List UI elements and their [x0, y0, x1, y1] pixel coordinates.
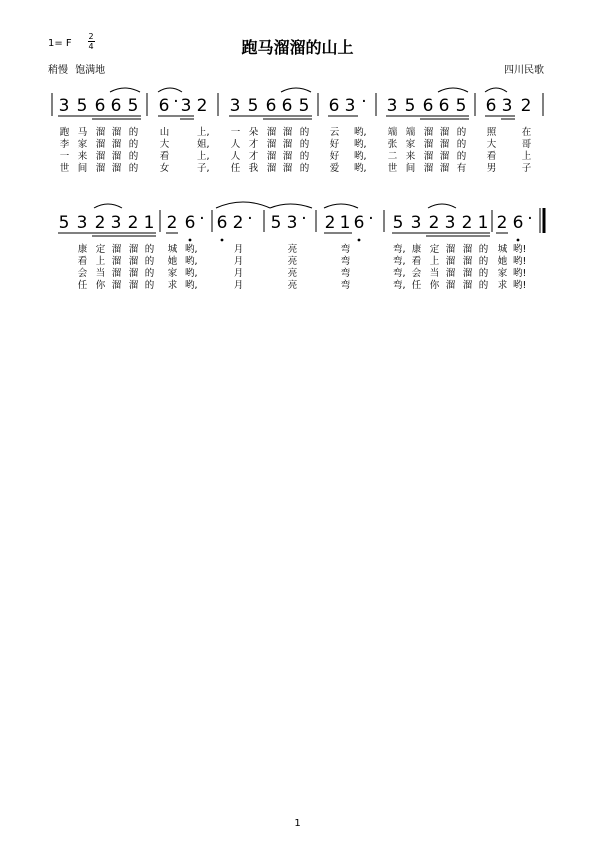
song-title: 跑马溜溜的山上 [241, 38, 354, 57]
lyric-syllable: 溜 [128, 268, 139, 279]
lyric-syllable: 姐, [197, 139, 210, 150]
lyric-syllable: 看 [411, 256, 422, 267]
lyric-syllable: 二 [387, 151, 398, 162]
lyric-syllable: 的 [478, 256, 489, 267]
lyric-syllable: 的 [456, 127, 467, 138]
lyric-syllable: 弯 [340, 244, 351, 255]
lyric-syllable: 溜 [95, 151, 106, 162]
lyric-syllable: 一 [59, 151, 70, 162]
lyric-syllable: 溜 [266, 127, 277, 138]
note: 1 [143, 213, 155, 233]
note: 5 [247, 96, 259, 116]
lyric-line [0, 277, 595, 289]
lyric-syllable: 溜 [439, 139, 450, 150]
lyric-syllable: 来 [77, 151, 88, 162]
lyric-syllable: 你 [95, 280, 106, 291]
slur [216, 202, 270, 208]
lyric-syllable: 当 [95, 268, 106, 279]
lyric-syllable: 家 [497, 268, 508, 279]
note: 6 [353, 213, 365, 233]
lyric-syllable: 溜 [282, 163, 293, 174]
lyric-syllable: 弯, [393, 256, 406, 267]
lyric-syllable: 溜 [266, 163, 277, 174]
note: 2 [196, 96, 208, 116]
note: 3 [344, 96, 356, 116]
lyric-syllable: 上 [429, 256, 440, 267]
lyric-syllable: 城 [497, 244, 508, 255]
lyric-syllable: 家 [77, 139, 88, 150]
note: 2 [127, 213, 139, 233]
lyric-syllable: 弯, [393, 268, 406, 279]
lyric-syllable: 端 [387, 127, 398, 138]
lyric-syllable: 男 [486, 163, 497, 174]
lyric-syllable: 好 [329, 151, 340, 162]
lyric-syllable: 溜 [95, 163, 106, 174]
lyric-syllable: 溜 [423, 127, 434, 138]
time-signature-top: 2 [88, 32, 94, 41]
note: 6 [110, 96, 122, 116]
lyric-syllable: 的 [478, 268, 489, 279]
time-signature-bottom: 4 [88, 42, 94, 51]
tempo-text: 稍慢 [48, 65, 68, 76]
lyric-syllable: 跑 [59, 127, 70, 138]
lyric-syllable: 城 [167, 244, 178, 255]
note: 3 [58, 96, 70, 116]
lyric-syllable: 溜 [111, 256, 122, 267]
note: 5 [58, 213, 70, 233]
lyric-syllable: 溜 [282, 151, 293, 162]
lyric-syllable: 溜 [128, 280, 139, 291]
lyric-syllable: 溜 [111, 268, 122, 279]
lyric-syllable: 的 [128, 151, 139, 162]
note: 3 [444, 213, 456, 233]
lyric-syllable: 一 [230, 127, 241, 138]
lyric-syllable: 溜 [128, 256, 139, 267]
slur [428, 204, 456, 208]
lyric-syllable: 哟, [354, 151, 367, 162]
lyric-syllable: 溜 [282, 139, 293, 150]
note: 6 [216, 213, 228, 233]
lyric-syllable: 家 [167, 268, 178, 279]
lyric-syllable: 大 [159, 139, 170, 150]
note: 2 [232, 213, 244, 233]
lyric-syllable: 溜 [439, 127, 450, 138]
lyric-syllable: 康 [411, 244, 422, 255]
note: 2 [166, 213, 178, 233]
note: 2 [94, 213, 106, 233]
note: 2 [520, 96, 532, 116]
lyric-syllable: 才 [248, 139, 259, 150]
lyric-syllable: 当 [429, 268, 440, 279]
lyric-syllable: 溜 [111, 244, 122, 255]
note: 1 [339, 213, 351, 233]
lyric-syllable: 溜 [423, 151, 434, 162]
lyric-syllable: 溜 [445, 244, 456, 255]
lyric-syllable: 弯, [393, 280, 406, 291]
lyric-syllable: 大 [486, 139, 497, 150]
lyric-syllable: 她 [167, 256, 178, 267]
lyric-syllable: 弯 [340, 268, 351, 279]
note: 6 [184, 213, 196, 233]
lyric-syllable: 的 [456, 139, 467, 150]
lyric-syllable: 哟, [185, 268, 198, 279]
note: 2 [428, 213, 440, 233]
lyric-syllable: 求 [167, 280, 178, 291]
note: 3 [410, 213, 422, 233]
lyric-syllable: 月 [233, 256, 244, 267]
lyric-syllable: 的 [299, 139, 310, 150]
lyric-syllable: 溜 [423, 163, 434, 174]
lyric-syllable: 看 [159, 151, 170, 162]
lyric-syllable: 溜 [462, 244, 473, 255]
lyric-syllable: 人 [230, 151, 241, 162]
lyric-syllable: 任 [411, 280, 422, 291]
lyric-syllable: 的 [128, 127, 139, 138]
note: 2 [496, 213, 508, 233]
note: 5 [392, 213, 404, 233]
lyric-syllable: 我 [248, 163, 259, 174]
note: 5 [404, 96, 416, 116]
lyric-syllable: 在 [521, 127, 532, 138]
lyric-syllable: 有 [456, 163, 467, 174]
lyric-syllable: 月 [233, 268, 244, 279]
key-signature: 1= F [48, 38, 72, 49]
lyric-syllable: 的 [456, 151, 467, 162]
lyric-syllable: 会 [77, 268, 88, 279]
lyric-syllable: 哟! [513, 280, 527, 291]
lyric-syllable: 上 [521, 151, 532, 162]
lyric-syllable: 上, [197, 151, 210, 162]
note: 3 [386, 96, 398, 116]
note: 6 [512, 213, 524, 233]
lyric-syllable: 马 [77, 127, 88, 138]
lyric-syllable: 爱 [329, 163, 340, 174]
lyric-syllable: 定 [95, 244, 106, 255]
note: 3 [76, 213, 88, 233]
lyric-syllable: 朵 [248, 127, 259, 138]
note: 6 [328, 96, 340, 116]
lyric-syllable: 溜 [266, 139, 277, 150]
lyric-syllable: 弯, [393, 244, 406, 255]
augmentation-dot: · [247, 209, 253, 229]
lyric-syllable: 溜 [111, 139, 122, 150]
lyric-syllable: 哟, [354, 127, 367, 138]
lyric-syllable: 溜 [266, 151, 277, 162]
lyric-syllable: 看 [486, 151, 497, 162]
lyric-syllable: 哟, [354, 139, 367, 150]
note: 2 [461, 213, 473, 233]
lyric-syllable: 溜 [445, 268, 456, 279]
lyric-syllable: 溜 [439, 163, 450, 174]
note: 3 [110, 213, 122, 233]
note: 6 [485, 96, 497, 116]
note: 3 [501, 96, 513, 116]
lyric-syllable: 哟! [513, 268, 527, 279]
augmentation-dot: · [527, 209, 533, 229]
lyric-syllable: 定 [429, 244, 440, 255]
lyric-syllable: 的 [299, 127, 310, 138]
lyric-syllable: 照 [486, 127, 497, 138]
augmentation-dot: · [199, 209, 205, 229]
note: 5 [270, 213, 282, 233]
lyric-syllable: 的 [144, 244, 155, 255]
lyric-syllable: 弯 [340, 280, 351, 291]
lyric-syllable: 任 [77, 280, 88, 291]
lyric-syllable: 亮 [287, 244, 298, 255]
lyric-syllable: 人 [230, 139, 241, 150]
lyric-syllable: 哟, [354, 163, 367, 174]
lyric-syllable: 亮 [287, 280, 298, 291]
lyric-syllable: 的 [478, 280, 489, 291]
slur [324, 204, 358, 208]
lyric-syllable: 哟, [185, 256, 198, 267]
note: 6 [281, 96, 293, 116]
song-origin: 四川民歌 [504, 65, 544, 76]
lyric-line [0, 253, 595, 265]
lyric-syllable: 看 [77, 256, 88, 267]
lyric-syllable: 的 [128, 139, 139, 150]
lyric-syllable: 任 [230, 163, 241, 174]
note: 5 [76, 96, 88, 116]
lyric-syllable: 溜 [445, 256, 456, 267]
lyric-syllable: 月 [233, 244, 244, 255]
lyric-syllable: 的 [299, 151, 310, 162]
lyric-syllable: 世 [387, 163, 398, 174]
lyric-syllable: 溜 [282, 127, 293, 138]
lyric-syllable: 李 [59, 139, 70, 150]
note: 6 [94, 96, 106, 116]
lyric-syllable: 溜 [462, 268, 473, 279]
lyric-syllable: 月 [233, 280, 244, 291]
lyric-syllable: 的 [128, 163, 139, 174]
note: 3 [180, 96, 192, 116]
lyric-syllable: 上, [197, 127, 210, 138]
slur [270, 204, 312, 208]
lyric-syllable: 端 [405, 127, 416, 138]
lyric-syllable: 弯 [340, 256, 351, 267]
note: 6 [158, 96, 170, 116]
lyric-syllable: 间 [405, 163, 416, 174]
lyric-syllable: 来 [405, 151, 416, 162]
expression-text: 饱满地 [75, 65, 106, 76]
lyric-syllable: 溜 [111, 127, 122, 138]
lyric-syllable: 亮 [287, 256, 298, 267]
lyric-syllable: 她 [497, 256, 508, 267]
lyric-syllable: 溜 [462, 280, 473, 291]
note: 3 [286, 213, 298, 233]
lyric-syllable: 溜 [128, 244, 139, 255]
lyric-syllable: 好 [329, 139, 340, 150]
lyric-syllable: 哟! [513, 256, 527, 267]
note: 5 [298, 96, 310, 116]
augmentation-dot: · [301, 209, 307, 229]
note: 3 [229, 96, 241, 116]
page-number: 1 [294, 818, 301, 829]
lyric-syllable: 溜 [423, 139, 434, 150]
lyric-syllable: 家 [405, 139, 416, 150]
lyric-syllable: 才 [248, 151, 259, 162]
lyric-syllable: 求 [497, 280, 508, 291]
lyric-line [0, 265, 595, 277]
lyric-syllable: 子, [197, 163, 210, 174]
note: 6 [265, 96, 277, 116]
lyric-syllable: 康 [77, 244, 88, 255]
lyric-syllable: 亮 [287, 268, 298, 279]
lyric-syllable: 的 [144, 256, 155, 267]
note: 2 [324, 213, 336, 233]
lyric-syllable: 哟, [185, 244, 198, 255]
lyric-syllable: 溜 [95, 127, 106, 138]
augmentation-dot: · [368, 209, 374, 229]
slur [94, 204, 122, 208]
lyric-syllable: 的 [478, 244, 489, 255]
lyric-syllable: 云 [329, 127, 340, 138]
lyric-syllable: 溜 [111, 163, 122, 174]
lyric-syllable: 的 [144, 280, 155, 291]
note: 1 [477, 213, 489, 233]
note: 6 [422, 96, 434, 116]
lyric-syllable: 山 [159, 127, 170, 138]
lyric-syllable: 哟, [185, 280, 198, 291]
lyric-syllable: 间 [77, 163, 88, 174]
lyric-syllable: 溜 [445, 280, 456, 291]
lyric-syllable: 溜 [111, 151, 122, 162]
lyric-syllable: 会 [411, 268, 422, 279]
lyric-syllable: 溜 [462, 256, 473, 267]
lyric-syllable: 哟! [513, 244, 527, 255]
lyric-syllable: 子 [521, 163, 532, 174]
lyric-syllable: 的 [144, 268, 155, 279]
note: 6 [438, 96, 450, 116]
lyric-syllable: 哥 [521, 139, 532, 150]
augmentation-dot: · [361, 92, 367, 112]
lyric-syllable: 溜 [95, 139, 106, 150]
lyric-syllable: 上 [95, 256, 106, 267]
note: 5 [127, 96, 139, 116]
lyric-syllable: 溜 [111, 280, 122, 291]
note: 5 [455, 96, 467, 116]
lyric-syllable: 你 [429, 280, 440, 291]
lyric-line [0, 241, 595, 253]
lyric-syllable: 世 [59, 163, 70, 174]
lyric-syllable: 溜 [439, 151, 450, 162]
augmentation-dot: · [173, 92, 179, 112]
lyric-syllable: 女 [159, 163, 170, 174]
lyric-syllable: 张 [387, 139, 398, 150]
lyric-syllable: 的 [299, 163, 310, 174]
